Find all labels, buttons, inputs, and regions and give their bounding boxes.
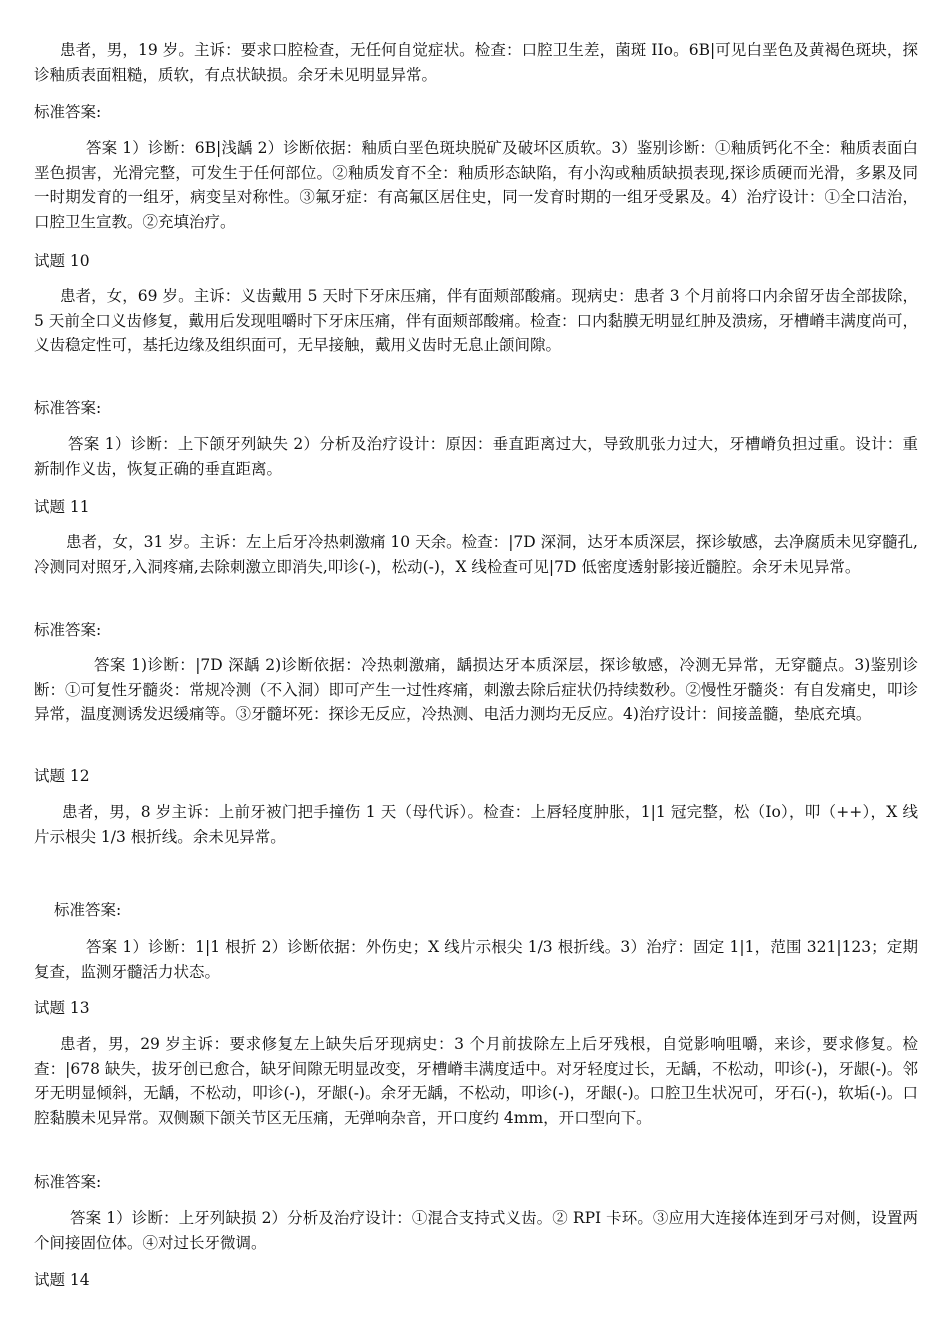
- question-heading-13: 试题 13: [34, 999, 90, 1017]
- question-heading-12: 试题 12: [34, 767, 90, 785]
- answer-heading-11: 标准答案:: [34, 621, 102, 639]
- answer-paragraph-11: 答案 1)诊断：|7D 深龋 2)诊断依据：冷热刺激痛，龋损达牙本质深层，探诊敏感，冷测无异常，无穿髓点。3)鉴别诊断：①可复性牙髓炎：常规冷测（不入洞）即可产生一过性疼痛，刺激去除后症状仍持续数秒。②慢性牙髓炎：有自发痛史，叩诊异常，温度测诱发迟缓痛等。③牙髓坏死：探诊无反应，冷热测、电活力测均无反应。4)治疗设计：间接盖髓，垫底充填。: [34, 656, 918, 723]
- answer-paragraph-10: 答案 1）诊断：上下颌牙列缺失 2）分析及治疗设计：原因：垂直距离过大，导致肌张力过大，牙槽嵴负担过重。设计：重新制作义齿，恢复正确的垂直距离。: [34, 435, 918, 478]
- answer-heading-1: 标准答案:: [34, 103, 102, 121]
- case-paragraph-12: 患者，男，8 岁主诉：上前牙被门把手撞伤 1 天（母代诉）。检查：上唇轻度肿胀，1|1 冠完整，松（Io），叩（++），X 线片示根尖 1/3 根折线。余未见异常。: [34, 803, 918, 846]
- question-heading-11: 试题 11: [34, 498, 90, 516]
- answer-paragraph-1: 答案 1）诊断：6B|浅龋 2）诊断依据：釉质白垩色斑块脱矿及破坏区质软。3）鉴别诊断：①釉质钙化不全：釉质表面白垩色损害，光滑完整，可发生于任何部位。②釉质发育不全：釉质形态缺陷，有小沟或釉质缺损表现,探诊质硬而光滑，多累及同一时期发育的一组牙，病变呈对称性。③氟牙症：有高氟区居住史，同一发育时期的一组牙受累及。4）治疗设计：①全口洁治，口腔卫生宣教。②充填治疗。: [34, 139, 918, 231]
- answer-heading-12: 标准答案:: [54, 901, 122, 919]
- case-paragraph-1: 患者，男，19 岁。主诉：要求口腔检查，无任何自觉症状。检查：口腔卫生差，菌斑 IIo。6B|可见白垩色及黄褐色斑块，探诊釉质表面粗糙，质软，有点状缺损。余牙未见明显异常。: [34, 41, 918, 84]
- case-paragraph-13: 患者，男，29 岁主诉：要求修复左上缺失后牙现病史：3 个月前拔除左上后牙残根，自觉影响咀嚼，来诊，要求修复。检查：|678 缺失，拔牙创已愈合，缺牙间隙无明显改变，牙槽嵴丰满度适中。对牙轻度过长，无龋，不松动，叩诊(-)，牙龈(-)。邻牙无明显倾斜，无龋，不松动，叩诊(-)，牙龈(-)。余牙无龋，不松动，叩诊(-)，牙龈(-)。口腔卫生状况可，牙石(-)，软垢(-)。口腔黏膜未见异常。双侧颞下颌关节区无压痛，无弹响杂音，开口度约 4mm，开口型向下。: [34, 1035, 918, 1127]
- answer-heading-10: 标准答案:: [34, 399, 102, 417]
- question-heading-10: 试题 10: [34, 252, 90, 270]
- case-paragraph-10: 患者，女，69 岁。主诉：义齿戴用 5 天时下牙床压痛，伴有面颊部酸痛。现病史：患者 3 个月前将口内余留牙齿全部拔除，5 天前全口义齿修复，戴用后发现咀嚼时下牙床压痛，伴有面颊部酸痛。检查：口内黏膜无明显红肿及溃疡，牙槽嵴丰满度尚可，义齿稳定性可，基托边缘及组织面可，无早接触，戴用义齿时无息止颌间隙。: [34, 287, 918, 354]
- answer-heading-13: 标准答案:: [34, 1173, 102, 1191]
- question-heading-14: 试题 14: [34, 1271, 90, 1289]
- case-paragraph-11: 患者，女，31 岁。主诉：左上后牙冷热刺激痛 10 天余。检查：|7D 深洞，达牙本质深层，探诊敏感，去净腐质未见穿髓孔,冷测同对照牙,入洞疼痛,去除刺激立即消失,叩诊(-)，松动(-)，X 线检查可见|7D 低密度透射影接近髓腔。余牙未见异常。: [34, 533, 918, 576]
- answer-paragraph-13: 答案 1）诊断：上牙列缺损 2）分析及治疗设计：①混合支持式义齿。② RPI 卡环。③应用大连接体连到牙弓对侧，设置两个间接固位体。④对过长牙微调。: [34, 1209, 918, 1252]
- answer-paragraph-12: 答案 1）诊断：1|1 根折 2）诊断依据：外伤史；X 线片示根尖 1/3 根折线。3）治疗：固定 1|1，范围 321|123；定期复查，监测牙髓活力状态。: [34, 938, 918, 981]
